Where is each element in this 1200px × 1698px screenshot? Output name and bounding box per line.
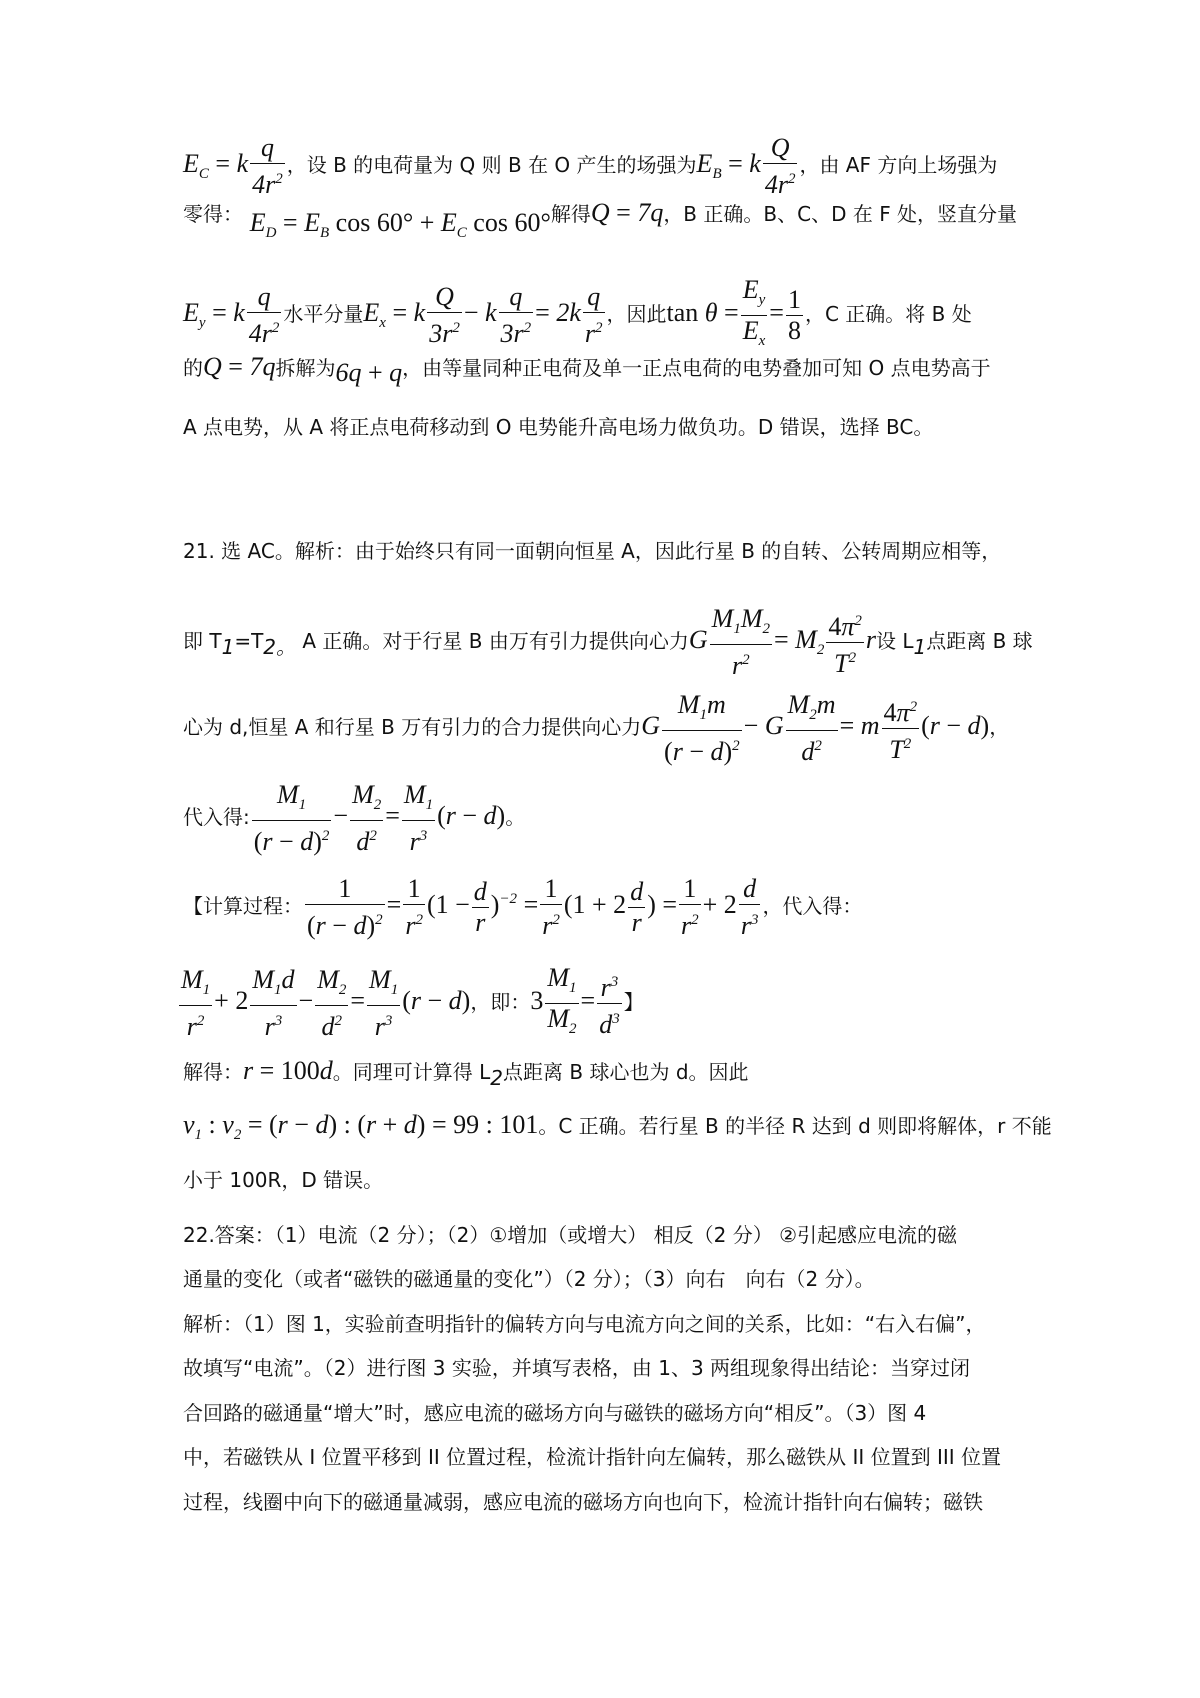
fraction-m1-r3: $\frac{M_1}{r^3}$ bbox=[403, 780, 434, 856]
text-line-1: $E_C = k$ $\frac{q}{4r^2}$ ，设 B 的电荷量为 Q 则 B 在 O 产生的场强为$E_B = k$ $\frac{Q}{4r^2}$ ，由 AF 方向上场强为 bbox=[183, 133, 998, 199]
text-line-13: $v_1$ : $v_2 = (r - d)$ : (r + d) = 99 : 101。C 正确。若行星 B 的半径 R 达到 d 则即将解体，r 不能 bbox=[183, 1110, 1052, 1143]
equation-r100d: r = 100d bbox=[243, 1056, 333, 1085]
fraction-m1-rd2: $\frac{M_1}{(r - d)^2}$ bbox=[253, 780, 330, 856]
text-line-11: $\frac{M_1}{r^2}$ + 2 $\frac{M_1d}{r^3}$ − $\frac{M_2}{d^2}$ = $\frac{M_1}{r^3}$ (r − d)，即：3 $\frac{M_1}{M_2}$ = $\frac{r^3}{d^3}$ 】 bbox=[183, 963, 1030, 1044]
fraction-ey-ex: $\frac{E_y}{E_x}$ bbox=[741, 275, 768, 356]
fraction-one-rd2: $\frac{1}{(r - d)^2}$ bbox=[307, 874, 383, 940]
text-line-16: 通量的变化（或者“磁铁的磁通量的变化”）（2 分）；（3）向右 向右（2 分）。 bbox=[183, 1267, 875, 1291]
fraction-m1m-rd2: $\frac{M_1m}{(r - d)^2}$ bbox=[664, 690, 740, 766]
equation-6q-plus-q: 6q + q bbox=[335, 358, 403, 387]
text-line-14: 小于 100R，D 错误。 bbox=[183, 1168, 384, 1192]
text-line-19: 合回路的磁通量“增大”时，感应电流的磁场方向与磁铁的磁场方向“相反”。（3）图 4 bbox=[183, 1401, 927, 1425]
equation-q7q: Q = 7q bbox=[590, 198, 664, 227]
text-line-9: 代入得: $\frac{M_1}{(r - d)^2}$ − $\frac{M_2}{d^2}$ = $\frac{M_1}{r^3}$ (r − d)。 bbox=[183, 780, 526, 856]
equation-l1-force: G bbox=[641, 711, 661, 740]
equation-v-ratio: $v_1$ : $v_2 = (r - d)$ : (r + d) = 99 : 101 bbox=[183, 1110, 539, 1143]
fraction-one-r2-c: $\frac{1}{r^2}$ bbox=[681, 874, 699, 940]
fraction-r3-d3: $\frac{r^3}{d^3}$ bbox=[599, 973, 620, 1039]
fraction-m1-m2: $\frac{M_1}{M_2}$ bbox=[545, 963, 578, 1044]
text-line-12: 解得：r = 100d。同理可计算得 $L_2$点距离 B 球心也为 d。因此 bbox=[183, 1056, 749, 1090]
text-line-8: 心为 d,恒星 A 和行星 B 万有引力的合力提供向心力G $\frac{M_1m}{(r - d)^2}$ − G $\frac{M_2m}{d^2}$ = m $\frac{4\pi^2}{T^2}$ (r − d)， bbox=[183, 690, 1010, 766]
text-line-3: $E_y = k$ $\frac{q}{4r^2}$ 水平分量$E_x = k$ $\frac{Q}{3r^2}$ − k $\frac{q}{3r^2}$ = 2k $\frac{q}{r^2}$ ，因此tan θ = $\frac{E_y}{E_x}$ = $\frac{1}{8}$ ，C 正确。将 B 处 bbox=[183, 275, 1030, 356]
fraction-q-4r2: $\frac{q}{4r^2}$ bbox=[252, 133, 283, 199]
fraction-4pi2-t2: $\frac{4\pi^2}{T^2}$ bbox=[828, 612, 862, 678]
equation-q7q-b: Q = 7q bbox=[203, 352, 276, 381]
fraction-d-r: $\frac{d}{r}$ bbox=[473, 877, 487, 937]
fraction-Q-4r2: $\frac{Q}{4r^2}$ bbox=[764, 133, 796, 199]
equation-eb: $E_B = k$ bbox=[696, 149, 761, 182]
fraction-q-3r2: $\frac{q}{3r^2}$ bbox=[500, 282, 532, 348]
fraction-Q-3r2: $\frac{Q}{3r^2}$ bbox=[429, 282, 460, 348]
text-line-15: 22.答案：（1）电流（2 分）；（2）①增加（或增大） 相反（2 分） ②引起感应电流的磁 bbox=[183, 1223, 957, 1247]
text-line-5: A 点电势，从 A 将正点电荷移动到 O 电势能升高电场力做负功。D 错误，选择 BC。 bbox=[183, 415, 934, 439]
equation-tan: tan bbox=[666, 298, 705, 327]
fraction-m1m2-r2: $\frac{M_1M_2}{r^2}$ bbox=[711, 604, 770, 680]
text-line-6: 21. 选 AC。解析：由于始终只有同一面朝向恒星 A，因此行星 B 的自转、公转周期应相等， bbox=[183, 539, 1002, 563]
equation-gravity-b: G bbox=[688, 625, 708, 654]
text-line-18: 故填写“电流”。（2）进行图 3 实验，并填写表格，由 1、3 两组现象得出结论：当穿过闭 bbox=[183, 1356, 971, 1380]
text-line-4: 的Q = 7q拆解为6q + q，由等量同种正电荷及单一正点电荷的电势叠加可知 O 点电势高于 bbox=[183, 352, 991, 387]
text-line-10: 【计算过程： $\frac{1}{(r - d)^2}$ = $\frac{1}{r^2}$ (1 − $\frac{d}{r}$ )$^{-2}$ = $\frac{1}{r^2}$ (1 + 2 $\frac{d}{r}$ ) = $\frac{1}{r^2}$ + 2 $\frac{d}{r^3}$ ，代入得： bbox=[183, 874, 863, 940]
fraction-m1d-r3: $\frac{M_1d}{r^3}$ bbox=[252, 965, 295, 1041]
fraction-q-r2: $\frac{q}{r^2}$ bbox=[584, 282, 603, 348]
text-line-7: 即 $T_1=T_{2。}$ A 正确。对于行星 B 由万有引力提供向心力G $\frac{M_1M_2}{r^2}$ = $M_2$ $\frac{4\pi^2}{T^2}$ r设 $L_1$点距离 B 球 bbox=[183, 604, 1033, 680]
fraction-4pi2-t2-b: $\frac{4\pi^2}{T^2}$ bbox=[883, 698, 918, 764]
fraction-m2-d2: $\frac{M_2}{d^2}$ bbox=[352, 780, 382, 856]
fraction-m2-d2-b: $\frac{M_2}{d^2}$ bbox=[317, 965, 347, 1041]
equation-ec: $E_C = k$ bbox=[183, 149, 249, 182]
fraction-m2m-d2: $\frac{M_2m}{d^2}$ bbox=[787, 690, 836, 766]
fraction-one-r2-b: $\frac{1}{r^2}$ bbox=[542, 874, 560, 940]
fraction-one-r2: $\frac{1}{r^2}$ bbox=[405, 874, 423, 940]
fraction-m1-r3-b: $\frac{M_1}{r^3}$ bbox=[369, 965, 399, 1041]
equation-ey: $E_y = k$ bbox=[183, 298, 245, 331]
fraction-d-r-b: $\frac{d}{r}$ bbox=[630, 877, 644, 937]
fraction-q-4r2-b: $\frac{q}{4r^2}$ bbox=[248, 282, 280, 348]
text-line-21: 过程，线圈中向下的磁通量减弱，感应电流的磁场方向也向下，检流计指针向右偏转；磁铁 bbox=[183, 1490, 983, 1514]
fraction-m1-r2: $\frac{M_1}{r^2}$ bbox=[181, 965, 211, 1041]
fraction-one-eighth: $\frac{1}{8}$ bbox=[787, 285, 801, 345]
text-line-20: 中，若磁铁从 I 位置平移到 II 位置过程，检流计指针向左偏转，那么磁铁从 II 位置到 III 位置 bbox=[183, 1445, 1002, 1469]
text-line-2: 零得： $E_D = E_B$ $\cos 60^\circ + E_C$ cos 60°解得Q = 7q，B 正确。B、C、D 在 F 处，竖直分量 bbox=[183, 198, 1018, 241]
text-line-17: 解析：（1）图 1，实验前查明指针的偏转方向与电流方向之间的关系，比如：“右入右偏”， bbox=[183, 1312, 986, 1336]
equation-ed: $E_D = E_B$ $\cos 60^\circ + E_C$ cos 60° bbox=[249, 208, 551, 241]
fraction-d-r3: $\frac{d}{r^3}$ bbox=[740, 874, 759, 940]
equation-ex: $E_x = k$ bbox=[363, 298, 426, 331]
